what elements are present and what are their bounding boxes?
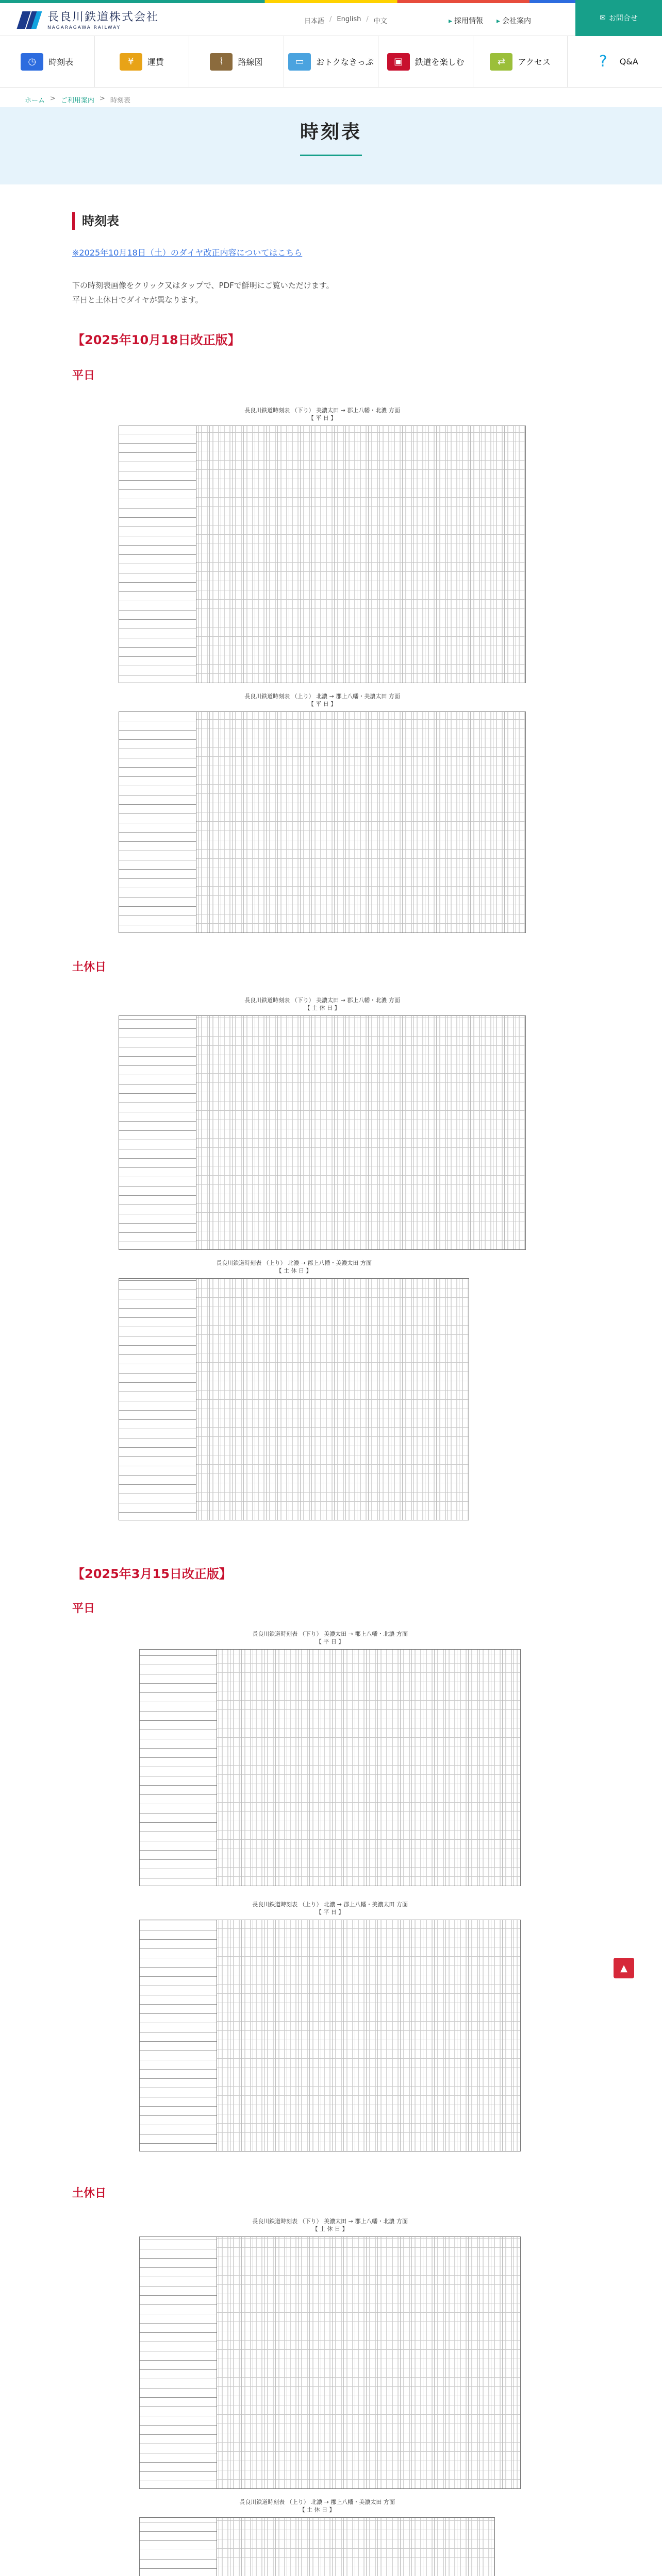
clock-icon: ◷ [21,53,43,71]
timetable-image[interactable]: 長良川鉄道時刻表 （下り） 美濃太田 → 郡上八幡・北濃 方面 【 平 日 】 [139,1631,521,1888]
timetable-image[interactable]: 長良川鉄道時刻表 （上り） 北濃 → 郡上八幡・美濃太田 方面 【 平 日 】 [139,1901,521,2154]
nav-fare[interactable]: ¥ 運賃 [95,36,190,87]
back-to-top-button[interactable] [614,1958,634,1978]
breadcrumb: ホーム > ご利用案内 > 時刻表 [25,95,130,105]
top-header [0,0,662,36]
revision-notice-link[interactable]: ※2025年10月18日（土）のダイヤ改正内容についてはこちら [72,248,303,258]
nav-qa[interactable]: ? Q&A [568,36,662,87]
day-heading: 平日 [72,369,95,382]
timetable-image[interactable]: 長良川鉄道時刻表 （上り） 北濃 → 郡上八幡・美濃太田 方面 【 平 日 】 [119,693,526,935]
revision-heading: 【2025年3月15日改正版】 [72,1567,231,1581]
day-heading: 平日 [72,1602,95,1615]
title-underline [300,155,362,156]
train-icon: ▣ [387,53,410,71]
timetable-image[interactable]: 長良川鉄道時刻表 （上り） 北濃 → 郡上八幡・美濃太田 方面 【 土 休 日 】 [119,1260,469,1522]
main-nav [0,36,662,88]
top-links [449,15,531,26]
section-heading: 時刻表 [72,212,119,230]
day-heading: 土休日 [72,2187,107,2200]
arrow-right-icon: ▸ [496,17,501,25]
ticket-icon: ▭ [288,53,311,71]
company-name-en: NAGARAGAWA RAILWAY [47,25,121,30]
question-icon: ? [592,53,615,71]
timetable-image[interactable]: 長良川鉄道時刻表 （下り） 美濃太田 → 郡上八幡・北濃 方面 【 平 日 】 [119,407,526,685]
day-heading: 土休日 [72,961,107,974]
page-title: 時刻表 [300,122,362,143]
map-icon: ⌇ [210,53,233,71]
nav-enjoy[interactable]: ▣ 鉄道を楽しむ [378,36,473,87]
breadcrumb-home[interactable]: ホーム [25,97,45,105]
access-icon: ⇄ [490,53,512,71]
company-name-jp: 長良川鉄道株式会社 [47,11,159,24]
logo-mark-icon [20,9,42,30]
arrow-right-icon: ▸ [449,17,453,25]
timetable-image[interactable]: 長良川鉄道時刻表 （上り） 北濃 → 郡上八幡・美濃太田 方面 【 土 休 日 】 [139,2499,495,2576]
brand-stripe [0,0,662,3]
lang-chinese[interactable]: 中文 [373,18,387,25]
timetable-image[interactable]: 長良川鉄道時刻表 （下り） 美濃太田 → 郡上八幡・北濃 方面 【 土 休 日 】 [139,2218,521,2491]
breadcrumb-current: 時刻表 [110,97,130,105]
company-info-link[interactable]: ▸ 会社案内 [496,17,532,25]
nav-timetable[interactable]: ◷ 時刻表 [0,36,95,87]
recruit-link[interactable]: ▸ 採用情報 [449,17,484,25]
yen-icon: ¥ [120,53,142,71]
language-switcher: 日本語 / English / 中文 [304,15,387,25]
company-logo[interactable] [20,8,159,30]
lang-english[interactable]: English [337,15,361,23]
revision-heading: 【2025年10月18日改正版】 [72,333,240,347]
lang-japanese[interactable]: 日本語 [304,18,325,25]
chevron-up-icon: ▲ [620,1962,627,1974]
nav-access[interactable]: ⇄ アクセス [473,36,568,87]
nav-tickets[interactable]: ▭ おトクなきっぷ [284,36,379,87]
contact-button[interactable]: ✉ お問合せ [575,0,662,36]
nav-route-map[interactable]: ⌇ 路線図 [189,36,284,87]
mail-icon: ✉ [600,14,606,22]
section-description: 下の時刻表画像をクリック又はタップで、PDFで鮮明にご覧いただけます。 平日と土休日でダイヤが異なります。 [72,281,334,304]
breadcrumb-guide[interactable]: ご利用案内 [60,97,94,105]
timetable-image[interactable]: 長良川鉄道時刻表 （下り） 美濃太田 → 郡上八幡・北濃 方面 【 土 休 日 】 [119,997,526,1252]
